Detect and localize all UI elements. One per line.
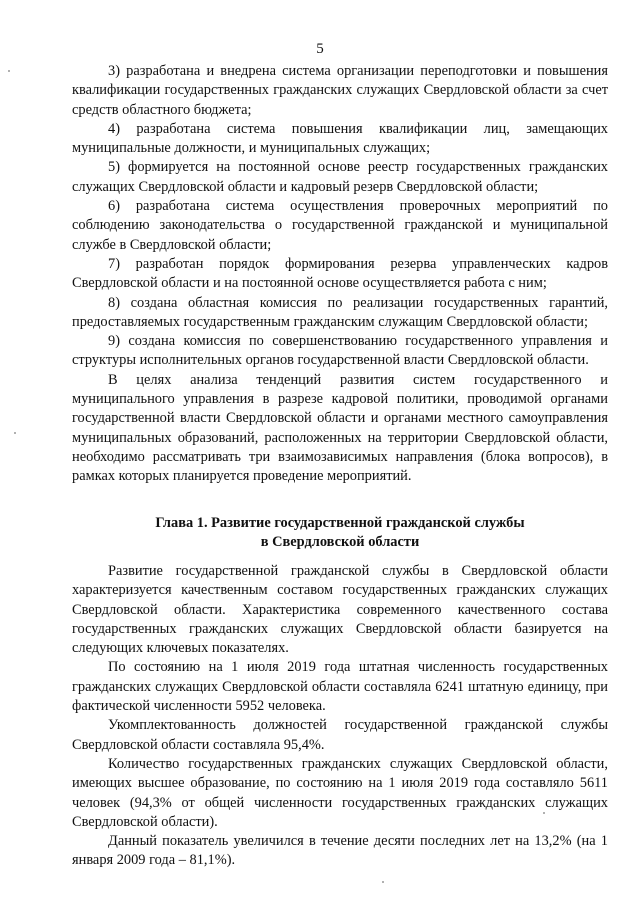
chapter-body — [72, 562, 608, 871]
list-item: 3) разработана и внедрена система организации переподготовки и повышения квалификации государственных гражданских служащих Свердловской области за счет средств областного бюджета; — [72, 63, 608, 118]
scan-speck — [8, 70, 10, 72]
scan-speck — [543, 812, 545, 814]
list-item: 5) формируется на постоянной основе реестр государственных гражданских служащих Свердловской области и кадровый резерв Свердловской области; — [72, 159, 608, 195]
list-item: 8) создана областная комиссия по реализации государственных гарантий, предоставляемых государственным гражданским служащим Свердловской области; — [72, 294, 608, 330]
list-item: 6) разработана система осуществления проверочных мероприятий по соблюдению законодательства о государственной гражданской и муниципальной службе в Свердловской области; — [72, 198, 608, 253]
chapter-heading — [72, 514, 608, 553]
scan-speck — [14, 432, 16, 434]
body-paragraph: Количество государственных гражданских служащих Свердловской области, имеющих высшее образование, по состоянию на 1 июля 2019 года составляло 5611 человек (94,3% от общей численности государственных гражданских служащих Свердловской области). — [72, 755, 608, 830]
page-number: 5 — [316, 41, 324, 57]
list-item: 7) разработан порядок формирования резерва управленческих кадров Свердловской области и на постоянной основе осуществляется работа с ним; — [72, 255, 608, 292]
chapter-title-line-2: в Свердловской области — [260, 534, 420, 551]
body-paragraph: По состоянию на 1 июля 2019 года штатная численность государственных гражданских служащих Свердловской области составляла 6241 штатную единицу, при фактической численности 5952 человека. — [72, 659, 608, 715]
list-item: 9) создана комиссия по совершенствованию государственного управления и структуры исполнительных органов государственной власти Свердловской области. — [72, 333, 608, 369]
body-paragraph: Развитие государственной гражданской службы в Свердловской области характеризуется качественным составом государственных гражданских служащих Свердловской области. Характеристика современного качественного состава государственных гражданских служащих Свердловской области базируется на следующих ключевых показателях. — [72, 563, 608, 657]
achievements-list — [72, 62, 608, 487]
chapter-title-line-1: Глава 1. Развитие государственной гражданской службы — [155, 515, 525, 531]
list-item: 4) разработана система повышения квалификации лиц, замещающих муниципальные должности, и муниципальных служащих; — [72, 120, 608, 157]
body-paragraph: Укомплектованность должностей государственной гражданской службы Свердловской области составляла 95,4%. — [72, 717, 608, 753]
intro-paragraph: В целях анализа тенденций развития систем государственного и муниципального управления в разрезе кадровой политики, проводимой органами государственной власти Свердловской области и органами местного самоуправления муниципальных образований, расположенных на территории Свердловской области, необходимо рассматривать три взаимозависимых направления (блока вопросов), в рамках которых планируется проведение мероприятий. — [72, 371, 608, 485]
scan-speck — [382, 881, 384, 883]
body-paragraph: Данный показатель увеличился в течение десяти последних лет на 13,2% (на 1 января 2009 года – 81,1%). — [72, 833, 608, 869]
